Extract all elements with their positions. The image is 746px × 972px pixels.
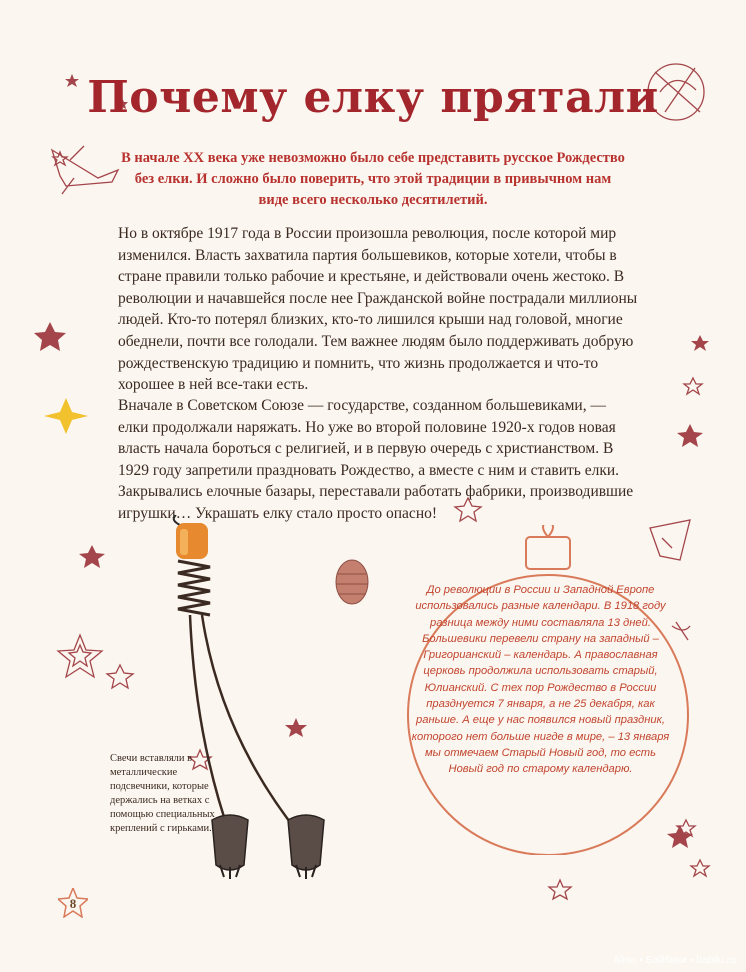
page-title: Почему елку прятали: [87, 72, 659, 123]
star-icon: [69, 645, 91, 666]
sun-star-icon: [44, 398, 88, 434]
star-icon: [549, 880, 571, 899]
star-icon: [677, 424, 703, 447]
paragraph-soviet: Вначале в Советском Союзе — государстве, созданном большевиками, — елки продолжали наряжать. Но уже во второй половине 1920-х годов новая власть начала бороться с религией, и в первую очередь с христианством. В 1929 году запретили праздновать Рождество, а вместе с ним и ставить елки. Закрывались елочные базары, переставали работать фабрики, производившие игрушки… Украшать елку стало просто опасно!: [118, 397, 634, 522]
star-icon: [107, 665, 133, 688]
candle-holder-image: [140, 515, 370, 895]
watermark: Alina • Байбики • babiki.ru: [613, 954, 736, 966]
intro-text: В начале XX века уже невозможно было себе представить русское Рождество без елки. И сложно было поверить, что этой традиции в привычном нам виде всего несколько десятилетий.: [121, 150, 625, 208]
page-number: 8: [69, 896, 77, 911]
star-icon: [691, 860, 709, 876]
airplane-icon: [52, 146, 118, 194]
calendar-note: До революции в России и Западной Европе использовались разные календари. В 1918 году разница между ними составляла 13 дней. Большевики перевели страну на западный – Григорианский – календарь. А православная церковь продолжила использовать старый, Юлианский. С тех пор Рождество в России празднуется 7 января, а не 25 декабря, как раньше. А еще у нас появился новый праздник, которого нет больше нигде в мире, – 13 января мы отмечаем Старый Новый год, то есть Новый год по старому календарю.: [411, 584, 670, 776]
star-icon: [684, 378, 702, 394]
star-icon: [58, 635, 102, 677]
star-icon: [34, 322, 66, 351]
paragraph-revolution: Но в октябре 1917 года в России произошла революция, после которой мир изменился. Власть захватила партия большевиков, которые хотели, чтобы в стране правили только рабочие и крестьяне, и действовали очень жестоко. В революции и начавшейся после нее Гражданской войне пострадали миллионы людей. Кто-то потерял близких, кто-то лишился крыши над головой, многие обеднели, почти все голодали. Тем важнее людям было поддерживать добрую рождественскую традицию и помнить, что жизнь продолжается и что-то хорошее в ней все-таки есть.: [118, 225, 638, 394]
star-icon: [79, 545, 105, 568]
star-icon: [691, 335, 709, 351]
image-caption: Свечи вставляли в металлические подсвечники, которые держались на ветках с помощью специальных креплений с гирьками.: [110, 753, 215, 834]
